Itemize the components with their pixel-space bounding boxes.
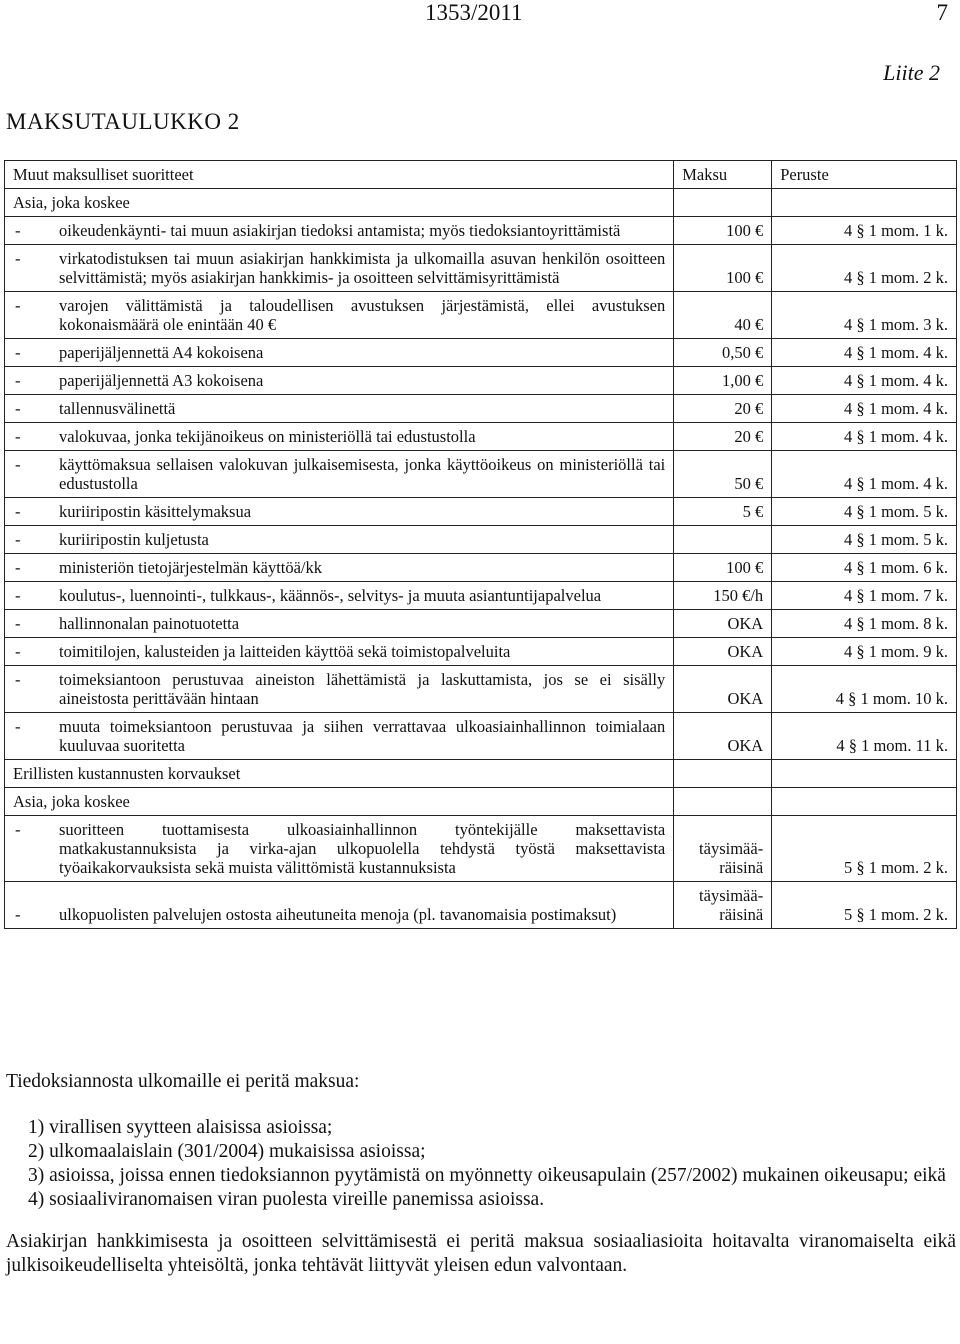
table-row: [5, 666, 957, 713]
service-item: [13, 586, 665, 605]
basis-cell: [772, 498, 957, 526]
service-description: paperijäljennettä A3 kokoisena: [59, 371, 264, 390]
notes-section: [6, 1070, 956, 1278]
service-description: toimeksiantoon perustuvaa aineiston lähettämistä ja laskuttamista, jos se ei sisälly aineistosta perittävään hintaan: [59, 670, 666, 708]
service-cell: [5, 245, 674, 292]
service-description: koulutus-, luennointi-, tulkkaus-, käännös-, selvitys- ja muuta asiantuntijapalvelua: [59, 586, 602, 605]
service-cell: [5, 713, 674, 760]
fee-value: 100 €: [726, 221, 764, 240]
fee-value: 5 €: [742, 502, 764, 521]
table-row: [5, 245, 957, 292]
list-dash: -: [15, 586, 21, 605]
fee-value: 40 €: [734, 315, 764, 334]
fee-cell: [674, 713, 772, 760]
service-description: kuriiripostin kuljetusta: [59, 530, 209, 549]
page-header: [0, 0, 960, 40]
fee-cell: [674, 292, 772, 339]
fee-cell: [674, 395, 772, 423]
fee-value-line1: täysimää-: [699, 839, 764, 858]
table-row: [5, 816, 957, 882]
service-item: [13, 427, 665, 446]
column-header-fee: Maksu: [674, 161, 772, 189]
table-row: [5, 367, 957, 395]
fee-cell: [674, 367, 772, 395]
section-subheading: Asia, joka koskee: [5, 189, 674, 217]
list-item: 3) asioissa, joissa ennen tiedoksiannon pyytämistä on myönnetty oikeusapulain (257/2002) mukainen oikeusapu; eikä: [28, 1165, 946, 1186]
list-dash: -: [15, 642, 21, 661]
fee-value: 100 €: [726, 268, 764, 287]
page-title: MAKSUTAULUKKO 2: [6, 109, 240, 134]
legal-basis: 5 § 1 mom. 2 k.: [843, 905, 948, 924]
service-cell: [5, 582, 674, 610]
basis-cell: [772, 339, 957, 367]
service-item: [13, 296, 665, 334]
table-row: [5, 292, 957, 339]
legal-basis: 4 § 1 mom. 6 k.: [843, 558, 948, 577]
service-description: toimitilojen, kalusteiden ja laitteiden käyttöä sekä toimistopalveluita: [59, 642, 511, 661]
section-subheading-row: [5, 788, 957, 816]
legal-basis: 4 § 1 mom. 11 k.: [836, 736, 948, 755]
basis-cell: [772, 610, 957, 638]
fee-table: [4, 160, 957, 929]
list-dash: -: [15, 455, 21, 474]
basis-cell: [772, 367, 957, 395]
service-item: [13, 820, 665, 877]
fee-value-line2: räisinä: [719, 905, 764, 924]
basis-cell: [772, 292, 957, 339]
notes-intro: Tiedoksiannosta ulkomaille ei peritä maksua:: [6, 1071, 360, 1092]
table-row: [5, 498, 957, 526]
list-dash: -: [15, 249, 21, 268]
table-row: [5, 882, 957, 929]
legal-basis: 4 § 1 mom. 7 k.: [843, 586, 948, 605]
basis-cell: [772, 882, 957, 929]
service-cell: [5, 638, 674, 666]
list-dash: -: [15, 717, 21, 736]
fee-cell: [674, 217, 772, 245]
list-item: 2) ulkomaalaislain (301/2004) mukaisissa asioissa;: [28, 1141, 426, 1162]
list-dash: -: [15, 399, 21, 418]
legal-basis: 4 § 1 mom. 9 k.: [843, 642, 948, 661]
list-dash: -: [15, 296, 21, 315]
service-item: [13, 905, 665, 924]
legal-basis: 4 § 1 mom. 3 k.: [843, 315, 948, 334]
service-item: [13, 455, 665, 493]
fee-cell: [674, 423, 772, 451]
service-cell: [5, 610, 674, 638]
list-dash: -: [15, 530, 21, 549]
fee-value: OKA: [727, 736, 764, 755]
table-row: [5, 713, 957, 760]
notes-closing: Asiakirjan hankkimisesta ja osoitteen selvittämisestä ei peritä maksua sosiaaliasioita hoitavalta viranomaiselta eikä julkisoikeudelliselta yhteisöltä, jonka tehtävät liittyvät yleisen edun valvontaan.: [6, 1231, 956, 1276]
basis-cell: [772, 395, 957, 423]
exemption-list: [6, 1116, 956, 1212]
fee-value: 100 €: [726, 558, 764, 577]
list-dash: -: [15, 558, 21, 577]
service-cell: [5, 666, 674, 713]
appendix-label: Liite 2: [883, 60, 940, 85]
legal-basis: 4 § 1 mom. 1 k.: [843, 221, 948, 240]
fee-value: 1,00 €: [721, 371, 764, 390]
basis-cell: [772, 217, 957, 245]
list-dash: -: [15, 820, 21, 839]
service-description: suoritteen tuottamisesta ulkoasiainhallinnon työntekijälle maksettavista matkakustannuksista ja virka-ajan ulkopuolella tehdystä työstä maksettavista työaikakorvauksista sekä muista välittömistä kustannuksista: [59, 820, 666, 877]
table-row: [5, 526, 957, 554]
service-description: tallennusvälinettä: [59, 399, 176, 418]
legal-basis: 4 § 1 mom. 4 k.: [843, 474, 948, 493]
table-row: [5, 554, 957, 582]
table-row: [5, 395, 957, 423]
service-cell: [5, 339, 674, 367]
service-cell: [5, 423, 674, 451]
list-dash: -: [15, 371, 21, 390]
service-description: oikeudenkäynti- tai muun asiakirjan tiedoksi antamista; myös tiedoksiantoyrittämistä: [59, 221, 621, 240]
legal-basis: 4 § 1 mom. 5 k.: [843, 530, 948, 549]
service-cell: [5, 816, 674, 882]
fee-value: 20 €: [734, 399, 764, 418]
service-description: ulkopuolisten palvelujen ostosta aiheutuneita menoja (pl. tavanomaisia postimaksut): [59, 905, 617, 924]
legal-basis: 4 § 1 mom. 10 k.: [835, 689, 948, 708]
fee-cell: [674, 554, 772, 582]
service-item: [13, 399, 665, 418]
basis-cell: [772, 582, 957, 610]
table-body-fees: [5, 189, 957, 760]
fee-cell: [674, 245, 772, 292]
list-dash: -: [15, 670, 21, 689]
fee-cell: [674, 339, 772, 367]
fee-value: OKA: [727, 642, 764, 661]
fee-value: 0,50 €: [721, 343, 764, 362]
service-item: [13, 343, 665, 362]
table-row: [5, 339, 957, 367]
fee-value: 50 €: [734, 474, 764, 493]
column-header-basis: Peruste: [772, 161, 957, 189]
fee-value: OKA: [727, 614, 764, 633]
legal-basis: 4 § 1 mom. 2 k.: [843, 268, 948, 287]
legal-basis: 4 § 1 mom. 4 k.: [843, 399, 948, 418]
service-description: paperijäljennettä A4 kokoisena: [59, 343, 264, 362]
section-subheading: Asia, joka koskee: [5, 788, 674, 816]
service-cell: [5, 395, 674, 423]
column-header-service: Muut maksulliset suoritteet: [5, 161, 674, 189]
service-item: [13, 530, 665, 549]
fee-cell: [674, 526, 772, 554]
table-row: [5, 582, 957, 610]
service-description: varojen välittämistä ja taloudellisen avustuksen järjestämistä, ellei avustuksen kokonaismäärä ole enintään 40 €: [59, 296, 666, 334]
service-item: [13, 558, 665, 577]
fee-cell: [674, 498, 772, 526]
list-dash: -: [15, 427, 21, 446]
service-description: valokuvaa, jonka tekijänoikeus on ministeriöllä tai edustustolla: [59, 427, 476, 446]
service-item: [13, 614, 665, 633]
basis-cell: [772, 526, 957, 554]
list-dash: -: [15, 614, 21, 633]
service-description: virkatodistuksen tai muun asiakirjan hankkimista ja ulkomailla asuvan henkilön osoitteen selvittämistä; myös asiakirjan hankkimis- ja osoitteen selvittämisyrittämistä: [59, 249, 666, 287]
basis-cell: [772, 816, 957, 882]
fee-value-line2: räisinä: [719, 858, 764, 877]
section-heading: Erillisten kustannusten korvaukset: [5, 760, 674, 788]
service-cell: [5, 554, 674, 582]
basis-cell: [772, 638, 957, 666]
fee-value: 20 €: [734, 427, 764, 446]
service-item: [13, 642, 665, 661]
fee-cell: [674, 638, 772, 666]
service-description: kuriiripostin käsittelymaksua: [59, 502, 252, 521]
fee-cell: [674, 666, 772, 713]
section-subheading-row: [5, 189, 957, 217]
table-header-row: [5, 161, 957, 189]
service-description: käyttömaksua sellaisen valokuvan julkaisemisesta, jonka käyttöoikeus on ministeriöllä tai edustustolla: [59, 455, 666, 493]
basis-cell: [772, 713, 957, 760]
page-number: 7: [936, 0, 948, 25]
table-row: [5, 610, 957, 638]
section-heading-row: [5, 760, 957, 788]
table-body-costs: [5, 760, 957, 929]
fee-cell: [674, 582, 772, 610]
service-description: ministeriön tietojärjestelmän käyttöä/kk: [59, 558, 323, 577]
legal-basis: 4 § 1 mom. 4 k.: [843, 371, 948, 390]
fee-cell: [674, 610, 772, 638]
list-dash: -: [15, 905, 21, 924]
service-description: muuta toimeksiantoon perustuvaa ja siihen verrattavaa ulkoasiainhallinnon toimialaan kuuluvaa suoritetta: [59, 717, 666, 755]
service-item: [13, 670, 665, 708]
basis-cell: [772, 245, 957, 292]
service-item: [13, 502, 665, 521]
table-row: [5, 217, 957, 245]
document-number: 1353/2011: [425, 0, 523, 25]
basis-cell: [772, 423, 957, 451]
table-row: [5, 451, 957, 498]
basis-cell: [772, 666, 957, 713]
list-item: 4) sosiaaliviranomaisen viran puolesta vireille panemissa asioissa.: [28, 1189, 545, 1210]
fee-value-line1: täysimää-: [699, 886, 764, 905]
service-cell: [5, 292, 674, 339]
service-cell: [5, 217, 674, 245]
service-item: [13, 371, 665, 390]
service-cell: [5, 882, 674, 929]
fee-cell: [674, 816, 772, 882]
legal-basis: 4 § 1 mom. 8 k.: [843, 614, 948, 633]
fee-value: 150 €/h: [713, 586, 764, 605]
service-item: [13, 249, 665, 287]
fee-cell: [674, 882, 772, 929]
legal-basis: 5 § 1 mom. 2 k.: [843, 858, 948, 877]
service-item: [13, 221, 665, 240]
list-item: 1) virallisen syytteen alaisissa asioissa;: [28, 1117, 333, 1138]
service-cell: [5, 498, 674, 526]
service-item: [13, 717, 665, 755]
fee-value: OKA: [727, 689, 764, 708]
table-row: [5, 638, 957, 666]
service-cell: [5, 526, 674, 554]
list-dash: -: [15, 343, 21, 362]
service-description: hallinnonalan painotuotetta: [59, 614, 240, 633]
fee-cell: [674, 451, 772, 498]
list-dash: -: [15, 221, 21, 240]
basis-cell: [772, 554, 957, 582]
legal-basis: 4 § 1 mom. 4 k.: [843, 427, 948, 446]
service-cell: [5, 451, 674, 498]
list-dash: -: [15, 502, 21, 521]
basis-cell: [772, 451, 957, 498]
legal-basis: 4 § 1 mom. 4 k.: [843, 343, 948, 362]
legal-basis: 4 § 1 mom. 5 k.: [843, 502, 948, 521]
service-cell: [5, 367, 674, 395]
table-row: [5, 423, 957, 451]
